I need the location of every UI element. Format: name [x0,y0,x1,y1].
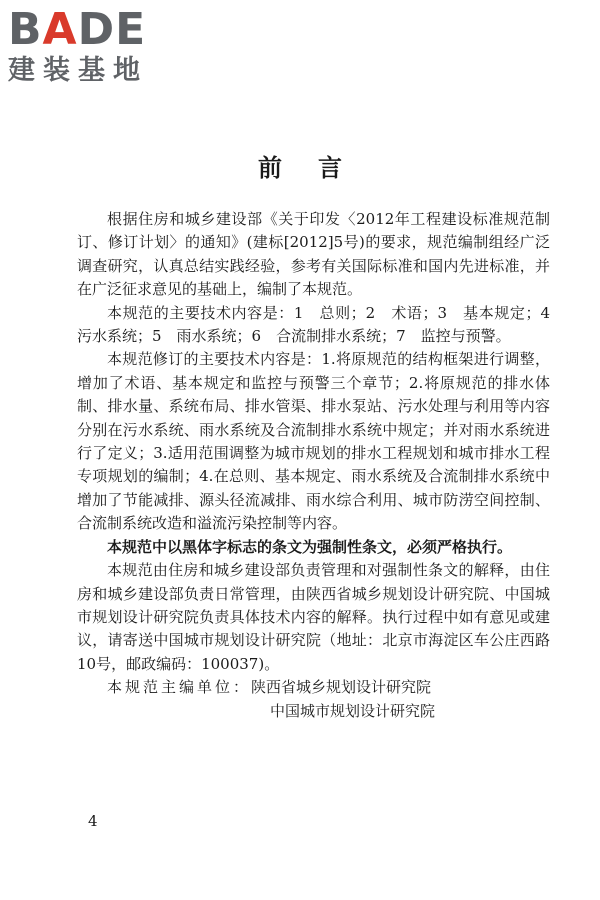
chief-editor-first: 陕西省城乡规划设计研究院 [251,678,432,697]
paragraph-management: 本规范由住房和城乡建设部负责管理和对强制性条文的解释，由住房和城乡建设部负责日常管理，由陕西省城乡规划设计研究院、中国城市规划设计研究院负责具体技术内容的解释。执行过程中如有意见或建议，请寄送中国城市规划设计研究院（地址：北京市海淀区车公庄西路10号，邮政编码：100037)。 [77,561,550,673]
paragraph-revision-contents: 本规范修订的主要技术内容是：1.将原规范的结构框架进行调整，增加了术语、基本规定和监控与预警三个章节；2.将原规范的排水体制、排水量、系统布局、排水管渠、排水泵站、污水处理与利用等内容分别在污水系统、雨水系统及合流制排水系统中规定；并对雨水系统进行了定义；3.适用范围调整为城市规划的排水工程规划和城市排水工程专项规划的编制；4.在总则、基本规定、雨水系统及合流制排水系统中增加了节能减排、源头径流减排、雨水综合利用、城市防涝空间控制、合流制系统改造和溢流污染控制等内容。 [77,350,550,533]
chief-editors-label: 本规范主编单位： [107,678,252,697]
bade-logo [8,4,178,86]
chief-editors-row [77,676,550,699]
logo-wordmark [8,4,178,55]
preface-body [77,208,566,723]
page-title: 前言 [258,154,378,182]
chief-editors [77,676,550,723]
logo-chinese-text: 建装基地 [8,55,148,86]
paragraph-main-contents: 本规范的主要技术内容是：1 总则；2 术语；3 基本规定；4 污水系统；5 雨水系统；6 合流制排水系统；7 监控与预警。 [77,303,566,346]
logo-letter-a: A [42,4,78,55]
paragraph-mandatory-note: 本规范中以黑体字标志的条文为强制性条文，必须严格执行。 [107,537,513,556]
logo-letters-de: DE [77,4,147,55]
chief-editor-second: 中国城市规划设计研究院 [270,701,436,720]
paragraph-background: 根据住房和城乡建设部《关于印发〈2012年工程建设标准规范制订、修订计划〉的通知》(建标[2012]5号)的要求，规范编制组经广泛调查研究，认真总结实践经验，参考有关国际标准和国内先进标准，并在广泛征求意见的基础上，编制了本规范。 [77,210,550,299]
page-number: 4 [88,812,98,830]
logo-letter-b: B [8,4,43,55]
